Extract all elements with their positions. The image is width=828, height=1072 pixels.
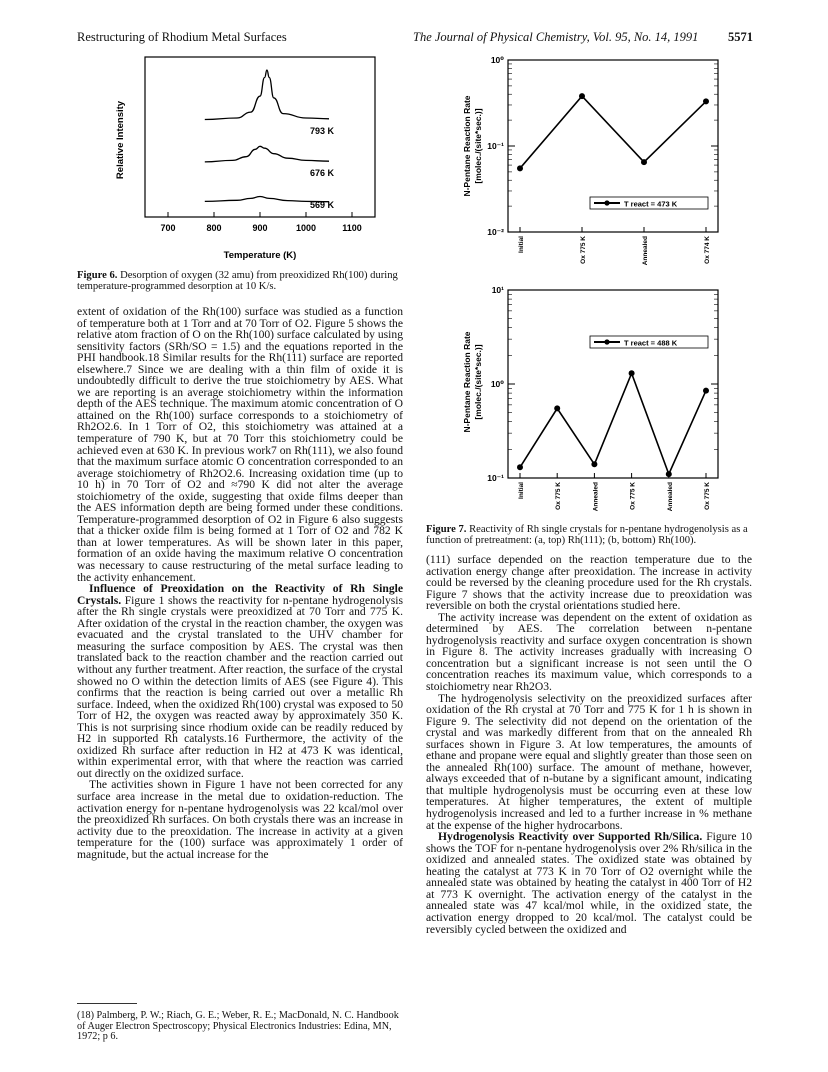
figure-7-caption	[426, 524, 752, 546]
fig6-xtick-label: 900	[252, 223, 268, 233]
section-heading-rh-silica: Hydrogenolysis Reactivity over Supported Rh/Silica.	[438, 830, 703, 844]
xtick-label: Ox 775 K	[555, 482, 563, 510]
series-line	[520, 373, 706, 474]
xtick-label: Ox 775 K	[704, 482, 711, 510]
ytick-label: 10⁻¹	[487, 473, 504, 483]
body-paragraph-with-heading	[77, 583, 403, 779]
ytick-label: 10¹	[491, 285, 504, 295]
xtick-label: Initial	[518, 236, 525, 253]
data-point	[517, 165, 523, 171]
data-point	[703, 388, 709, 394]
fig6-curve-label-676: 676 K	[310, 168, 335, 178]
fig7a-ylabel-units: [molec./(site*sec.)]	[473, 108, 483, 184]
figure-6-caption-label: Figure 6.	[77, 270, 118, 281]
page-number: 5571	[728, 30, 753, 44]
fig7b-legend-label: T react = 488 K	[624, 338, 678, 348]
body-paragraph-with-heading	[426, 831, 752, 935]
body-paragraph-text: Figure 1 shows the reactivity for n-pentane hydrogenolysis after the Rh single crystals were preoxidized at 70 Torr and 775 K. After oxidation of the crystal in the reaction chamber, the oxygen was evacuated and the crystal translated to the UHV chamber for measuring the surface composition by AES. The crystal was then translated back to the reaction chamber and the reaction carried out without any further treatment. After reaction, the surface of the crystal showed no O within the detection limits of AES (see Figure 4). This confirms that the reaction is being carried out over a metallic Rh surface. Indeed, when the oxidized Rh(100) crystal was exposed to 50 Torr of H2, the oxygen was reacted away by approximately 350 K. This is not surprising since rhodium oxide can be readily reduced by H2 in supported Rh catalysts.16 Furthermore, the activity of the oxidized Rh surface after reduction in H2 at 473 K was identical, within experimental error, with that where the reaction was carried out directly on the oxidized surface.	[77, 593, 404, 780]
body-paragraph: (111) surface depended on the reaction temperature due to the activation energy change after preoxidation. The increase in activity could be reversed by the cleaning procedure used for the Rh crystals. Figure 7 shows that the activity increase due to preoxidation was reversible on both the crystal orientations studied here.	[426, 553, 752, 613]
figure-7-caption-label: Figure 7.	[426, 524, 467, 535]
ytick-label: 10⁰	[490, 379, 504, 389]
left-column	[77, 306, 403, 860]
data-point	[579, 93, 585, 99]
data-point	[703, 98, 709, 104]
right-column	[426, 554, 752, 935]
fig7a-legend-label: T react = 473 K	[624, 199, 678, 209]
data-point	[554, 405, 560, 411]
fig6-xlabel: Temperature (K)	[223, 250, 297, 261]
body-paragraph: The activity increase was dependent on the extent of oxidation as determined by AES. The correlation between n-pentane hydrogenolysis reactivity and surface oxygen concentration is shown in Figure 8. The activity increases gradually with increasing O concentration but a significant increase is not seen until the O concentration reaches its maximum value, which corresponds to a stoichiometry near Rh2O3.	[426, 610, 752, 694]
fig6-xtick-label: 700	[160, 223, 176, 233]
data-point	[591, 461, 597, 467]
body-paragraph: The activities shown in Figure 1 have not been corrected for any surface area increase in the metal due to oxidation-reduction. The activation energy for n-pentane hydrogenolysis was 22 kcal/mol over the preoxidized Rh surfaces. On both crystals there was an increase in activity due to the preoxidation. The increase in activity at a given temperature for the (100) surface was approximately 1 order of magnitude, but the actual increase for the	[77, 778, 403, 861]
footnote-rule	[77, 1003, 137, 1004]
data-point	[517, 464, 523, 470]
xtick-label: Ox 775 K	[580, 236, 587, 264]
data-point	[629, 370, 635, 376]
body-paragraph-text: Figure 10 shows the TOF for n-pentane hydrogenolysis over 2% Rh/silica in the oxidized and annealed states. The oxidized state was obtained by heating the catalyst at 773 K in 70 Torr of O2 overnight while the annealed state was obtained by heating the catalyst in 400 Torr of H2 at 773 K overnight. The activation energy of the catalyst in the annealed state was 47 kcal/mol while, in the oxidized state, the activation energy dropped to 20 kcal/mol. The catalyst could be reversibly cycled between the oxidized and	[426, 830, 752, 936]
fig6-xtick-label: 1000	[295, 223, 317, 233]
ytick-label: 10⁰	[490, 55, 504, 65]
figure-7b-chart	[460, 282, 740, 516]
fig6-xtick-label: 800	[206, 223, 222, 233]
series-line	[520, 96, 706, 168]
xtick-label: Initial	[518, 482, 525, 499]
figure-6-caption	[77, 270, 403, 292]
running-head-left: Restructuring of Rhodium Metal Surfaces	[77, 30, 287, 44]
fig7b-ylabel-units: [molec./(site*sec.)]	[473, 344, 483, 420]
fig7a-legend	[590, 197, 708, 209]
fig7a-ylabel: N-Pentane Reaction Rate	[462, 95, 472, 197]
ytick-label: 10⁻²	[487, 227, 504, 237]
data-point	[641, 159, 647, 165]
fig6-curve-label-793: 793 K	[310, 126, 335, 136]
xtick-label: Annealed	[666, 482, 674, 512]
xtick-label: Ox 774 K	[704, 236, 711, 264]
xtick-label: Annealed	[642, 236, 649, 266]
body-paragraph: The hydrogenolysis selectivity on the preoxidized surfaces after oxidation of the Rh crystal at 70 Torr and 775 K for 1 h is shown in Figure 9. The selectivity did not depend on the orientation of the crystal and was markedly different from that on the annealed Rh surfaces shown in Figure 3. At low temperatures, the amounts of ethane and propane were equal and slightly greater than those seen on the annealed Rh(100) surface. The amount of methane, however, always exceeded that of n-butane by a significant amount, indicating that multiple hydrogenolysis must be occurring even at these low temperatures. At higher temperatures, the extent of multiple hydrogenolysis increased and led to a further increase in % methane at the expense of the higher hydrocarbons.	[426, 691, 752, 832]
fig6-ylabel: Relative Intensity	[115, 100, 126, 180]
fig6-curve-label-569: 569 K	[310, 200, 335, 210]
fig6-series-line-0	[205, 70, 329, 120]
xtick-label: Annealed	[592, 482, 600, 512]
fig7b-ylabel: N-Pentane Reaction Rate	[462, 331, 472, 433]
figure-6-chart	[95, 52, 395, 264]
fig6-series-line-1	[205, 146, 329, 162]
figure-6-caption-text: Desorption of oxygen (32 amu) from preoxidized Rh(100) during temperature-programmed desorption at 10 K/s.	[77, 270, 398, 292]
fig7b-legend	[590, 336, 708, 348]
running-head-journal: The Journal of Physical Chemistry, Vol. 95, No. 14, 1991	[413, 30, 699, 44]
xtick-label: Ox 775 K	[629, 482, 637, 510]
figure-7-caption-text: Reactivity of Rh single crystals for n-pentane hydrogenolysis as a function of pretreatment: (a, top) Rh(111); (b, bottom) Rh(100).	[426, 524, 748, 546]
reference-18: (18) Palmberg, P. W.; Riach, G. E.; Weber, R. E.; MacDonald, N. C. Handbook of Auger Electron Spectroscopy; Physical Electronics Industries: Edina, MN, 1972; p 6.	[77, 1010, 399, 1042]
ytick-label: 10⁻¹	[487, 141, 504, 151]
figure-7a-chart	[460, 52, 740, 280]
fig6-xtick-label: 1100	[342, 223, 362, 233]
section-heading-preoxidation: Influence of Preoxidation on the Reactivity of Rh Single Crystals.	[77, 582, 403, 607]
body-paragraph: extent of oxidation of the Rh(100) surface was studied as a function of temperature both at 1 Torr and at 70 Torr of O2. Figure 5 shows the relative atom fraction of O on the Rh(100) surface calculated by using sensitivity factors (SRh/SO = 1.5) and the equations reported in the PHI handbook.18 Similar results for the Rh(111) surface are reported elsewhere.7 Since we are dealing with a thin film of oxide it is undoubtedly difficult to derive the true stoichiometry by AES. What we are reporting is an average stoichiometry within the information depth of the AES technique. The maximum atomic concentration of O attained on the Rh(100) surface corresponds to a stoichiometry of Rh2O2.6. In 1 Torr of O2, this stoichiometry was attained at a temperature of 790 K, but at 70 Torr this stoichiometry could be achieved even at 630 K. In previous work7 on Rh(111), we also found that the maximum surface atomic O concentration corresponded to an average stoichiometry of Rh2O2.6. Increasing oxidation time (up to 10 h) in 70 Torr of O2 and ≈790 K did not alter the average stoichiometry of the oxide, suggesting that oxide films deeper than the AES information depth are being formed under these conditions. Temperature-programmed desorption of O2 in Figure 6 also suggests that a thicker oxide film is being formed at 1 Torr of O2 and 782 K than at lower temperatures. As will be shown later in this paper, formation of an oxide having the maximum relative O concentration was necessary to cause restructuring of the metal surface leading to the activity enhancement.	[77, 305, 403, 584]
